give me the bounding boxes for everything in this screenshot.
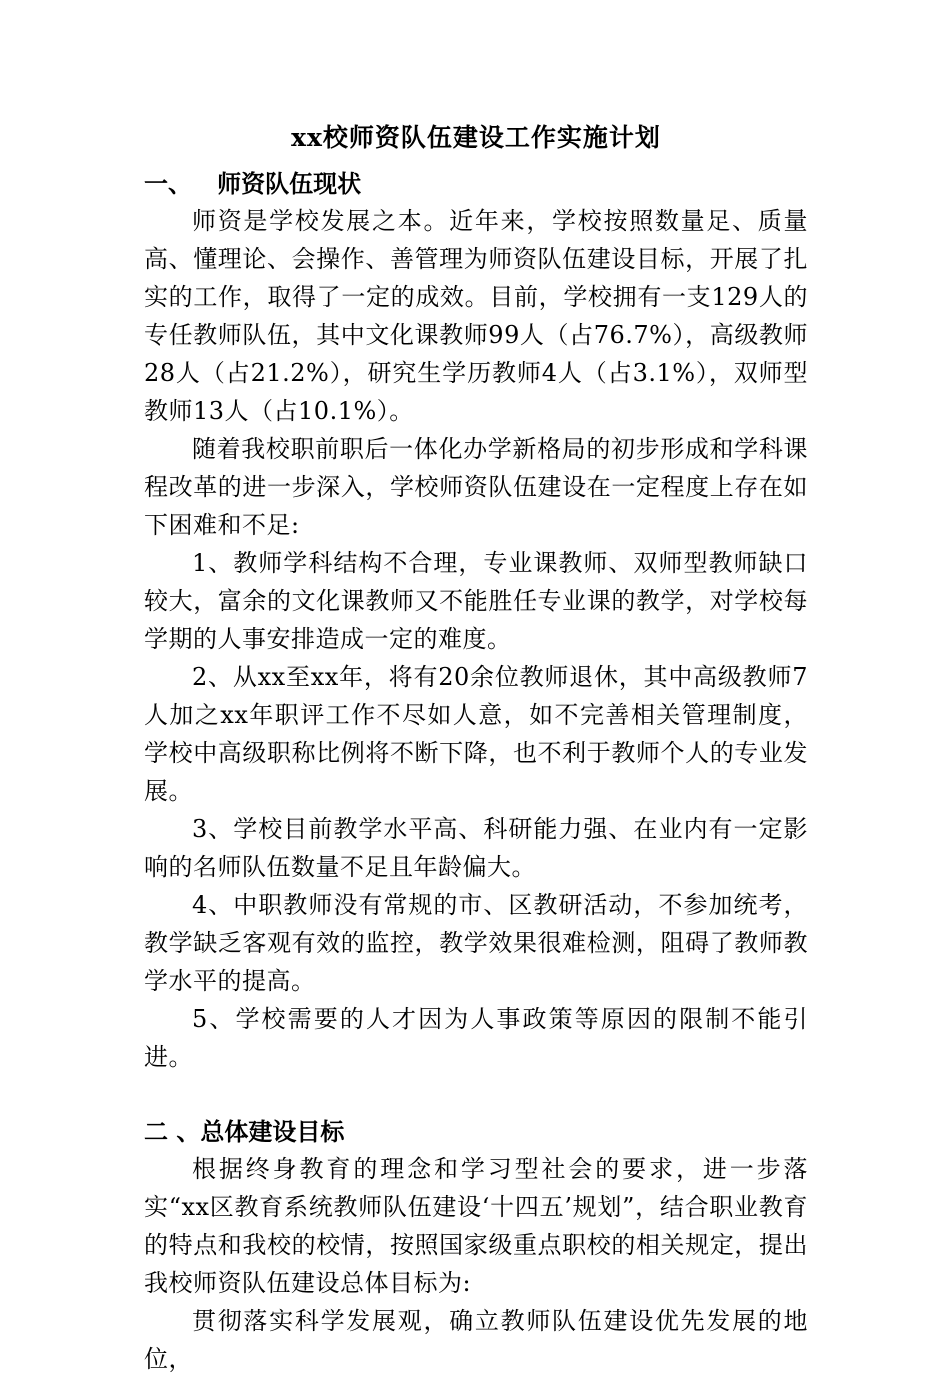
section-heading-2: 二 、总体建设目标 — [144, 1117, 345, 1146]
paragraph: 随着我校职前职后一体化办学新格局的初步形成和学科课程改革的进一步深入，学校师资队伍建设在一定程度上存在如下困难和不足: — [144, 435, 808, 539]
list-item: 4、中职教师没有常规的市、区教研活动，不参加统考，教学缺乏客观有效的监控，教学效果很难检测，阻碍了教师教学水平的提高。 — [144, 891, 808, 995]
document-page — [144, 118, 808, 1378]
list-item: 2、从xx至xx年，将有20余位教师退休，其中高级教师7人加之xx年职评工作不尽如人意，如不完善相关管理制度，学校中高级职称比例将不断下降，也不利于教师个人的专业发展。 — [144, 663, 808, 805]
paragraph: 师资是学校发展之本。近年来，学校按照数量足、质量高、懂理论、会操作、善管理为师资队伍建设目标，开展了扎实的工作，取得了一定的成效。目前，学校拥有一支129人的专任教师队伍，其中文化课教师99人（占76.7%），高级教师28人（占21.2%），研究生学历教师4人（占3.1%），双师型教师13人（占10.1%）。 — [144, 207, 808, 425]
section-1 — [144, 166, 808, 1076]
section-2 — [144, 1114, 808, 1378]
section-divider-space — [144, 1076, 808, 1114]
paragraph: 贯彻落实科学发展观，确立教师队伍建设优先发展的地位， — [144, 1307, 808, 1373]
list-item: 1、教师学科结构不合理，专业课教师、双师型教师缺口较大，富余的文化课教师又不能胜任专业课的教学，对学校每学期的人事安排造成一定的难度。 — [144, 549, 808, 653]
section-heading-1: 一、 师资队伍现状 — [144, 169, 362, 198]
list-item: 3、学校目前教学水平高、科研能力强、在业内有一定影响的名师队伍数量不足且年龄偏大。 — [144, 815, 808, 881]
document-title: xx校师资队伍建设工作实施计划 — [291, 123, 661, 152]
list-item: 5、学校需要的人才因为人事政策等原因的限制不能引进。 — [144, 1005, 808, 1071]
paragraph: 根据终身教育的理念和学习型社会的要求，进一步落实“xx区教育系统教师队伍建设‘十四五’规划”，结合职业教育的特点和我校的校情，按照国家级重点职校的相关规定，提出我校师资队伍建设总体目标为: — [144, 1155, 808, 1297]
